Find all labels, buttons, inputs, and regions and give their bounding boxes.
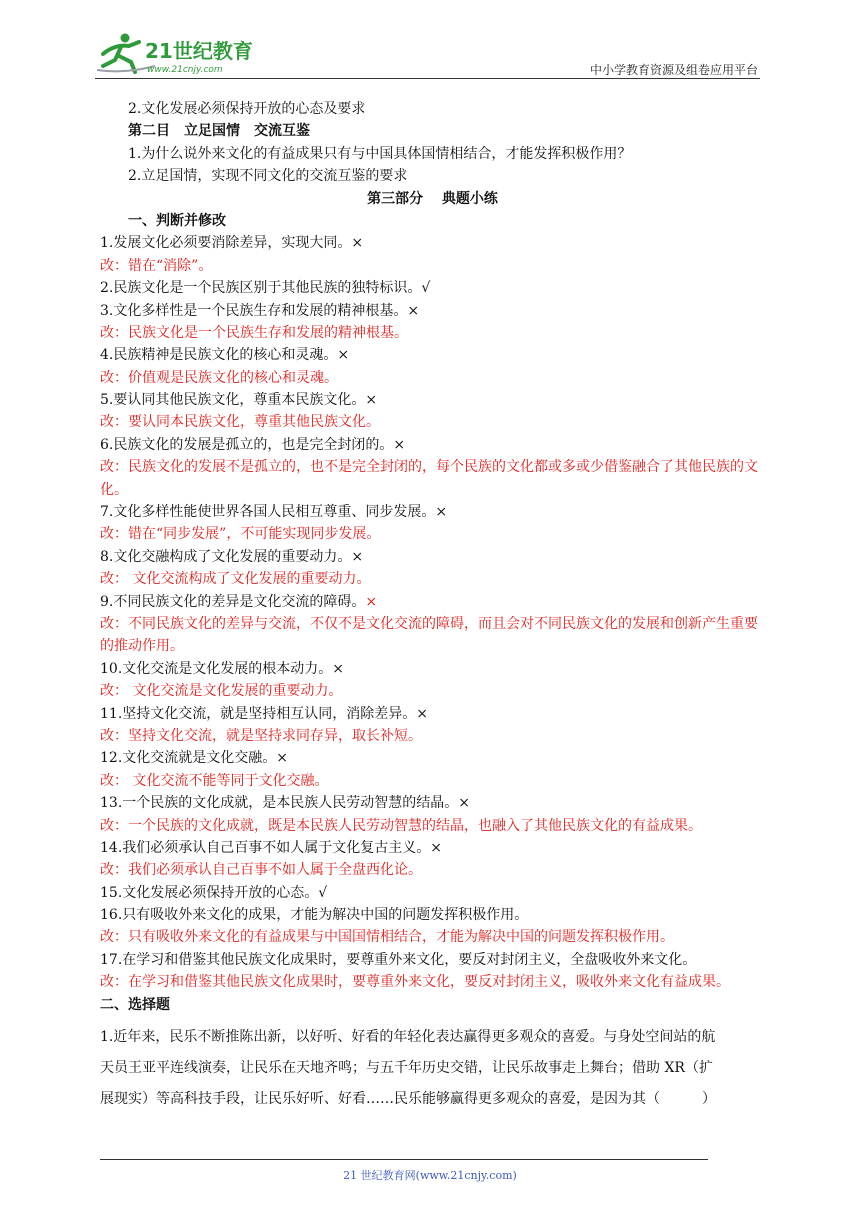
judgement-correction: 改：错在“消除”。	[100, 257, 213, 274]
section-title: 一、判断并修改	[128, 212, 226, 229]
judgement-question: 6.民族文化的发展是孤立的，也是完全封闭的。×	[100, 436, 406, 453]
platform-name: 中小学教育资源及组卷应用平台	[589, 63, 758, 77]
judgement-question: 9.不同民族文化的差异是文化交流的障碍。×	[100, 593, 378, 610]
header-divider	[95, 78, 760, 79]
page-header	[95, 28, 760, 78]
svg-text:21世纪教育: 21世纪教育	[145, 39, 253, 63]
judgement-correction: 改：不同民族文化的差异与交流，不仅不是文化交流的障碍，而且会对不同民族文化的发展和创新产生重要的推动作用。	[100, 616, 758, 655]
footer-divider	[100, 1159, 708, 1160]
judgement-correction: 改：民族文化是一个民族生存和发展的精神根基。	[100, 324, 408, 341]
part-title: 第三部分 典题小练	[367, 190, 498, 207]
logo-21cnjy	[95, 30, 265, 76]
judgement-correction: 改： 文化交流构成了文化发展的重要动力。	[100, 571, 371, 588]
judgement-correction: 改：坚持文化交流，就是坚持求同存异，取长补短。	[100, 727, 422, 744]
judgement-question: 2.民族文化是一个民族区别于其他民族的独特标识。√	[100, 280, 431, 297]
judgement-question: 15.文化发展必须保持开放的心态。√	[100, 884, 328, 901]
judgement-correction: 改： 文化交流是文化发展的重要动力。	[100, 683, 343, 700]
judgement-question: 1.发展文化必须要消除差异，实现大同。×	[100, 235, 364, 252]
choice-question-line: 天员王亚平连线演奏，让民乐在天地齐鸣；与五千年历史交错，让民乐故事走上舞台；借助 XR（扩	[100, 1060, 713, 1077]
judgement-question: 3.文化多样性是一个民族生存和发展的精神根基。×	[100, 302, 420, 319]
judgement-correction: 改：只有吸收外来文化的有益成果与中国国情相结合，才能为解决中国的问题发挥积极作用。	[100, 929, 674, 946]
judgement-question: 11.坚持文化交流，就是坚持相互认同，消除差异。×	[100, 705, 428, 722]
judgement-question: 14.我们必须承认自己百事不如人属于文化复古主义。×	[100, 839, 442, 856]
judgement-correction: 改：民族文化的发展不是孤立的，也不是完全封闭的，每个民族的文化都或多或少借鉴融合了其他民族的文化。	[100, 459, 758, 498]
judgement-correction: 改：在学习和借鉴其他民族文化成果时，要尊重外来文化，要反对封闭主义，吸收外来文化有益成果。	[100, 974, 730, 991]
judgement-correction: 改：我们必须承认自己百事不如人属于全盘西化论。	[100, 862, 422, 879]
document-body	[100, 98, 765, 1115]
outline-item: 2.立足国情，实现不同文化的交流互鉴的要求	[128, 168, 408, 185]
judgement-question: 16.只有吸收外来文化的成果，才能为解决中国的问题发挥积极作用。	[100, 907, 529, 924]
outline-heading: 第二目 立足国情 交流互鉴	[128, 123, 310, 140]
outline-item: 2.文化发展必须保持开放的心态及要求	[128, 101, 366, 117]
svg-text:www.21cnjy.com: www.21cnjy.com	[147, 65, 223, 75]
judgement-correction: 改：错在“同步发展”，不可能实现同步发展。	[100, 526, 381, 543]
judgement-question: 17.在学习和借鉴其他民族文化成果时，要尊重外来文化，要反对封闭主义，全盘吸收外来文化。	[100, 951, 697, 968]
judgement-question: 5.要认同其他民族文化，尊重本民族文化。×	[100, 392, 378, 409]
judgement-question: 12.文化交流就是文化交融。×	[100, 750, 288, 767]
choice-question-line: 展现实）等高科技手段，让民乐好听、好看……民乐能够赢得更多观众的喜爱，是因为其（ ）	[100, 1091, 716, 1108]
judgement-correction: 改：价值观是民族文化的核心和灵魂。	[100, 369, 338, 386]
wrong-mark: ×	[365, 593, 378, 610]
outline-item: 1.为什么说外来文化的有益成果只有与中国具体国情相结合，才能发挥积极作用？	[128, 145, 632, 162]
judgement-question: 7.文化多样性能使世界各国人民相互尊重、同步发展。×	[100, 504, 448, 521]
judgement-correction: 改：要认同本民族文化，尊重其他民族文化。	[100, 414, 380, 431]
judgement-correction: 改： 文化交流不能等同于文化交融。	[100, 772, 329, 789]
page-footer: 21 世纪教育网(www.21cnjy.com)	[343, 1169, 517, 1182]
choice-question-line: 1.近年来，民乐不断推陈出新，以好听、好看的年轻化表达赢得更多观众的喜爱。与身处空间站的航	[100, 1029, 716, 1046]
judgement-question: 4.民族精神是民族文化的核心和灵魂。×	[100, 347, 350, 364]
judgement-question: 8.文化交融构成了文化发展的重要动力。×	[100, 548, 364, 565]
judgement-correction: 改：一个民族的文化成就，既是本民族人民劳动智慧的结晶，也融入了其他民族文化的有益成果。	[100, 817, 702, 834]
judgement-question: 10.文化交流是文化发展的根本动力。×	[100, 660, 344, 677]
section-title: 二、选择题	[100, 996, 170, 1013]
judgement-question: 13.一个民族的文化成就，是本民族人民劳动智慧的结晶。×	[100, 795, 470, 812]
